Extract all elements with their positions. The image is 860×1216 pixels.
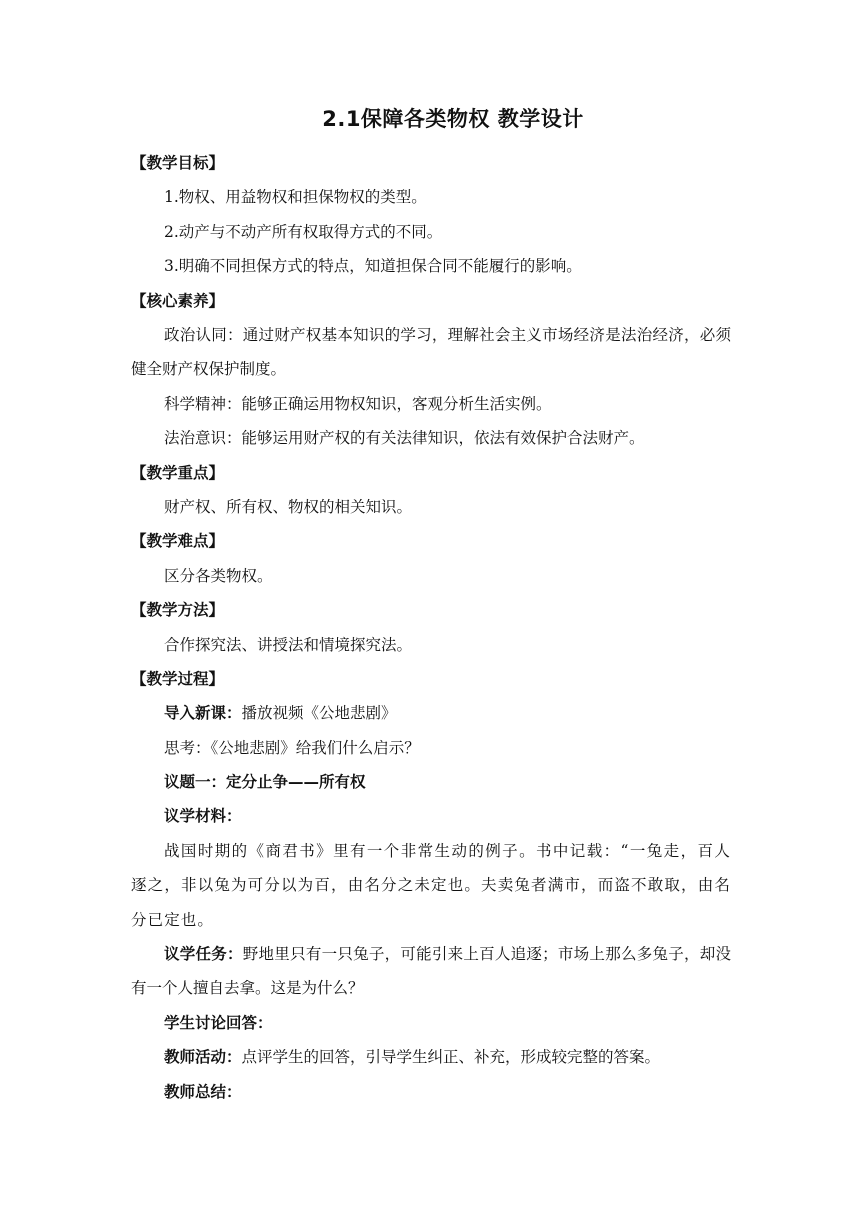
key-points-text: 财产权、所有权、物权的相关知识。 [164, 497, 413, 516]
topic-one-heading: 议题一：定分止争——所有权 [164, 773, 366, 792]
section-heading-difficulties: 【教学难点】 [131, 532, 225, 551]
section-heading-literacy: 【核心素养】 [131, 291, 225, 310]
document-body [131, 146, 731, 1109]
task-paragraph [131, 937, 731, 1006]
section-heading-objectives: 【教学目标】 [131, 154, 225, 172]
teacher-activity-text: 点评学生的回答，引导学生纠正、补充，形成较完整的答案。 [241, 1048, 661, 1067]
intro-label: 导入新课： [164, 704, 242, 723]
objective-item: 3.明确不同担保方式的特点，知道担保合同不能履行的影响。 [164, 257, 582, 276]
section-heading-key-points: 【教学重点】 [131, 463, 225, 482]
methods-text: 合作探究法、讲授法和情境探究法。 [164, 635, 413, 654]
literacy-item-law: 法治意识：能够运用财产权的有关法律知识，依法有效保护合法财产。 [164, 429, 645, 448]
teacher-activity-line [131, 1040, 731, 1074]
document-title: 2.1保障各类物权 教学设计 [322, 107, 584, 131]
material-label: 议学材料： [164, 807, 242, 826]
literacy-item-science: 科学精神：能够正确运用物权知识，客观分析生活实例。 [164, 394, 552, 413]
teacher-activity-label: 教师活动： [164, 1048, 242, 1067]
material-text: 战国时期的《商君书》里有一个非常生动的例子。书中记载：“一兔走，百人逐之，非以兔为可分以为百，由名分之未定也。夫卖兔者满市，而盗不敢取，由名分已定也。 [131, 841, 731, 929]
discussion-label: 学生讨论回答： [164, 1013, 273, 1032]
intro-text: 播放视频《公地悲剧》 [241, 704, 397, 723]
teacher-summary-label: 教师总结： [164, 1082, 242, 1101]
task-text: 野地里只有一只兔子，可能引来上百人追逐；市场上那么多兔子，却没有一个人擅自去拿。这是为什么？ [131, 945, 731, 998]
objective-item: 2.动产与不动产所有权取得方式的不同。 [164, 222, 443, 241]
task-label: 议学任务： [164, 945, 243, 964]
objective-item: 1.物权、用益物权和担保物权的类型。 [164, 188, 427, 207]
intro-line [131, 696, 731, 730]
think-line: 思考：《公地悲剧》给我们什么启示？ [164, 738, 420, 757]
section-heading-process: 【教学过程】 [131, 669, 225, 688]
difficulties-text: 区分各类物权。 [164, 566, 273, 585]
section-heading-methods: 【教学方法】 [131, 601, 225, 620]
literacy-item-political: 政治认同：通过财产权基本知识的学习，理解社会主义市场经济是法治经济，必须健全财产权保护制度。 [131, 325, 731, 379]
